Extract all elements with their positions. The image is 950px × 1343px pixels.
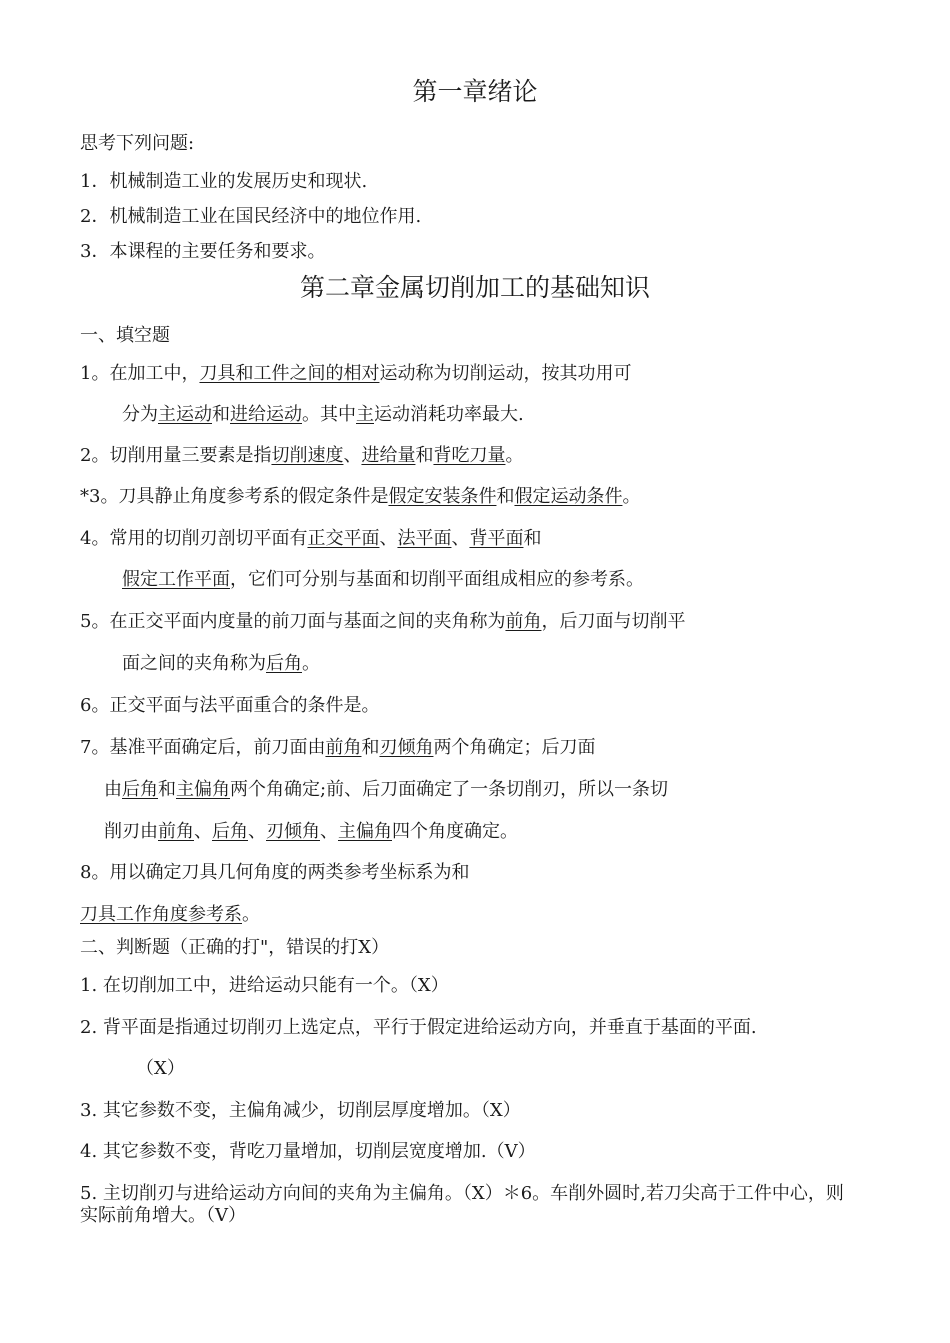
fill-in-heading: 一、填空题 (80, 325, 170, 346)
ch1-question-1: 1．机械制造工业的发展历史和现状. (80, 171, 368, 192)
fill-1-line-2: 分为主运动和进给运动。其中主运动消耗功率最大. (122, 404, 524, 425)
fill-7-line-2: 由后角和主偏角两个角确定;前、后刀面确定了一条切削刃，所以一条切 (104, 779, 669, 800)
judge-1: 1. 在切削加工中，进给运动只能有一个。（X） (80, 975, 449, 996)
true-false-heading: 二、判断题（正确的打"，错误的打X） (80, 937, 390, 958)
judge-3: 3. 其它参数不变，主偏角减少，切削层厚度增加。（X） (80, 1100, 521, 1121)
judge-5-6: 5. 主切削刃与进给运动方向间的夹角为主偏角。（X）＊6。车削外圆时,若刀尖高于工件中心，则实际前角增大。（V） (80, 1183, 844, 1226)
fill-8-line-2: 刀具工作角度参考系。 (80, 904, 260, 925)
fill-7-line-1: 7。基准平面确定后，前刀面由前角和刃倾角两个角确定；后刀面 (80, 737, 596, 758)
chapter-2-title: 第二章金属切削加工的基础知识 (299, 273, 650, 302)
fill-4-line-1: 4。常用的切削刃剖切平面有正交平面、法平面、背平面和 (80, 528, 542, 549)
ch1-question-3: 3．本课程的主要任务和要求。 (80, 241, 326, 262)
ch1-prompt: 思考下列问题: (80, 133, 195, 154)
fill-7-line-3: 削刃由前角、后角、刃倾角、主偏角四个角度确定。 (104, 821, 518, 842)
judge-2-answer: （X） (136, 1058, 185, 1079)
fill-8-line-1: 8。用以确定刀具几何角度的两类参考坐标系为和 (80, 862, 470, 883)
judge-2: 2. 背平面是指通过切削刃上选定点，平行于假定进给运动方向，并垂直于基面的平面. (80, 1017, 757, 1038)
fill-2: 2。切削用量三要素是指切削速度、进给量和背吃刀量。 (80, 445, 524, 466)
fill-5-line-2: 面之间的夹角称为后角。 (122, 653, 320, 674)
fill-6: 6。正交平面与法平面重合的条件是。 (80, 695, 380, 716)
chapter-1-title: 第一章绪论 (412, 77, 538, 106)
ch1-question-2: 2．机械制造工业在国民经济中的地位作用. (80, 206, 422, 227)
judge-4: 4. 其它参数不变，背吃刀量增加，切削层宽度增加.（V） (80, 1141, 536, 1162)
fill-1-line-1: 1。在加工中，刀具和工件之间的相对运动称为切削运动，按其功用可 (80, 363, 632, 384)
fill-5-line-1: 5。在正交平面内度量的前刀面与基面之间的夹角称为前角，后刀面与切削平 (80, 611, 686, 632)
fill-4-line-2: 假定工作平面，它们可分别与基面和切削平面组成相应的参考系。 (122, 569, 644, 590)
fill-3: *3。刀具静止角度参考系的假定条件是假定安装条件和假定运动条件。 (80, 486, 641, 507)
